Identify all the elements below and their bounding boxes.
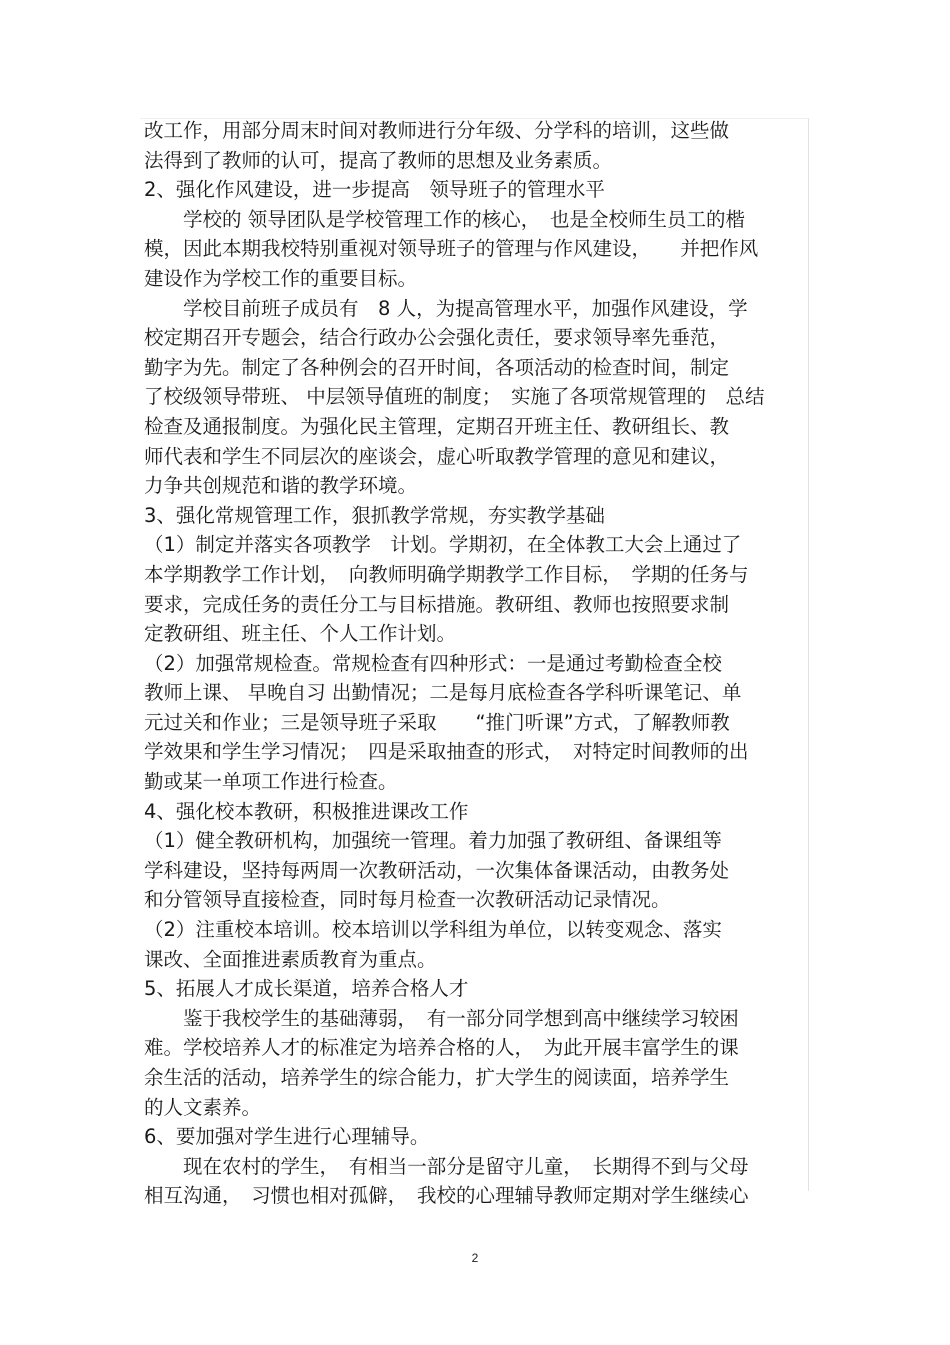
text-line: 和分管领导直接检查，同时每月检查一次教研活动记录情况。 <box>144 888 671 912</box>
text-line: 难。学校培养人才的标准定为培养合格的人， 为此开展丰富学生的课 <box>144 1036 739 1060</box>
text-line: 改工作，用部分周末时间对教师进行分年级、分学科的培训，这些做 <box>144 119 730 142</box>
text-line: 6、要加强对学生进行心理辅导。 <box>144 1125 430 1149</box>
text-line: 现在农村的学生， 有相当一部分是留守儿童， 长期得不到与父母 <box>144 1154 749 1178</box>
text-line: 4、强化校本教研，积极推进课改工作 <box>144 799 469 823</box>
text-line: 学效果和学生学习情况； 四是采取抽查的形式， 对特定时间教师的出 <box>144 740 749 764</box>
text-line: 相互沟通， 习惯也相对孤僻， 我校的心理辅导教师定期对学生继续心 <box>144 1184 749 1208</box>
text-line: 鉴于我校学生的基础薄弱， 有一部分同学想到高中继续学习较困 <box>144 1006 739 1030</box>
text-line: 元过关和作业；三是领导班子采取 “推门听课”方式，了解教师教 <box>144 710 730 734</box>
text-line: 学校目前班子成员有 8 人，为提高管理水平，加强作风建设，学 <box>144 296 748 320</box>
document-body <box>144 116 809 1211</box>
text-line: 法得到了教师的认可，提高了教师的思想及业务素质。 <box>144 148 613 172</box>
text-line: （2）注重校本培训。校本培训以学科组为单位，以转变观念、落实 <box>144 918 722 942</box>
text-line: 课改、全面推进素质教育为重点。 <box>144 947 437 971</box>
text-line: 勤字为先。制定了各种例会的召开时间，各项活动的检查时间，制定 <box>144 355 730 379</box>
text-line: 的人文素养。 <box>144 1095 262 1119</box>
text-line: 了校级领导带班、 中层领导值班的制度； 实施了各项常规管理的 总结 <box>144 385 765 409</box>
text-line: （1）制定并落实各项教学 计划。学期初，在全体教工大会上通过了 <box>144 533 742 557</box>
text-line: 校定期召开专题会，结合行政办公会强化责任，要求领导率先垂范， <box>144 326 730 350</box>
text-line: 5、拓展人才成长渠道，培养合格人才 <box>144 977 469 1001</box>
text-line: 本学期教学工作计划， 向教师明确学期教学工作目标， 学期的任务与 <box>144 562 749 586</box>
text-line: 建设作为学校工作的重要目标。 <box>144 266 418 290</box>
text-line: （1）健全教研机构，加强统一管理。着力加强了教研组、备课组等 <box>144 829 722 853</box>
text-line: 学校的 领导团队是学校管理工作的核心， 也是全校师生员工的楷 <box>144 207 745 231</box>
text-line: 教师上课、 早晚自习 出勤情况；二是每月底检查各学科听课笔记、单 <box>144 681 742 705</box>
page-number: 2 <box>471 1251 479 1265</box>
text-line: 力争共创规范和谐的教学环境。 <box>144 474 418 498</box>
text-line: 模，因此本期我校特别重视对领导班子的管理与作风建设， 并把作风 <box>144 237 759 261</box>
text-line: 2、强化作风建设，进一步提高 领导班子的管理水平 <box>144 178 605 202</box>
text-line: 要求，完成任务的责任分工与目标措施。教研组、教师也按照要求制 <box>144 592 730 616</box>
text-line: 勤或某一单项工作进行检查。 <box>144 770 398 794</box>
text-line: 定教研组、班主任、个人工作计划。 <box>144 622 457 646</box>
text-line: 师代表和学生不同层次的座谈会，虚心听取教学管理的意见和建议， <box>144 444 730 468</box>
text-line: 检查及通报制度。为强化民主管理，定期召开班主任、教研组长、教 <box>144 414 730 438</box>
text-line: 3、强化常规管理工作，狠抓教学常规，夯实教学基础 <box>144 503 605 527</box>
text-line: 学科建设，坚持每两周一次教研活动，一次集体备课活动，由教务处 <box>144 858 730 882</box>
text-line: 余生活的活动，培养学生的综合能力，扩大学生的阅读面，培养学生 <box>144 1066 730 1089</box>
text-line: （2）加强常规检查。常规检查有四种形式：一是通过考勤检查全校 <box>144 651 722 675</box>
